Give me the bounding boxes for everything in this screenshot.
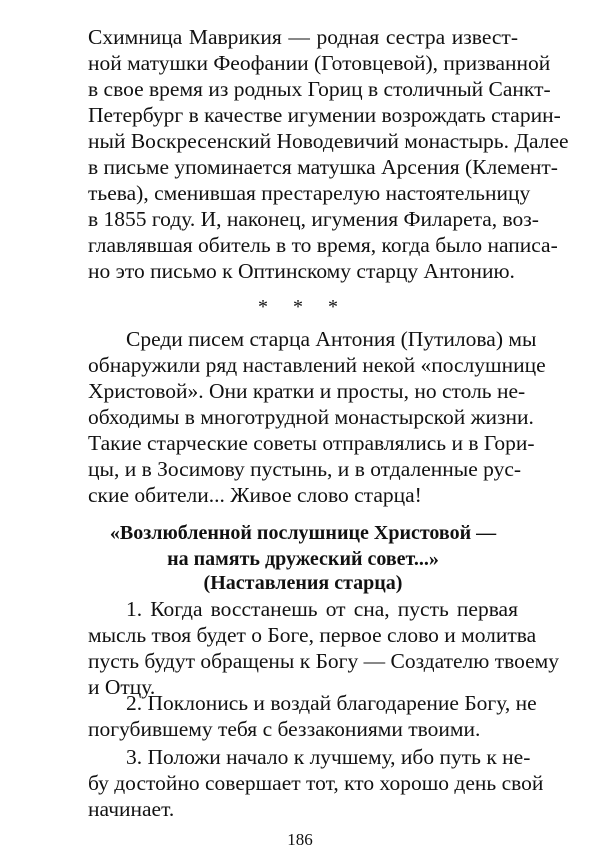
text-line: и Отцу. <box>88 675 156 699</box>
text-line: в свое время из родных Гориц в столичный Санкт- <box>88 77 551 101</box>
text-line: начинает. <box>88 797 175 821</box>
text-line: цы, и в Зосимову пустынь, и в отдаленные рус- <box>88 457 522 481</box>
text-line: ские обители... Живое слово старца! <box>88 483 422 507</box>
text-line: 1. Когда восстанешь от сна, пусть первая <box>126 597 518 621</box>
text-line: пусть будут обращены к Богу — Создателю твоему <box>88 649 560 673</box>
text-line: Такие старческие советы отправлялись и в Гори- <box>88 431 535 455</box>
text-line: но это письмо к Оптинскому старцу Антонию. <box>88 259 515 283</box>
text-line: в письме упоминается матушка Арсения (Клемент- <box>88 155 558 179</box>
heading-line: «Возлюбленной послушнице Христовой — <box>109 522 497 544</box>
text-line: Среди писем старца Антония (Путилова) мы <box>126 327 537 351</box>
text-line: бу достойно совершает тот, кто хорошо день свой <box>88 771 544 795</box>
heading-subtitle: (Наставления старца) <box>203 572 403 594</box>
text-line: обходимы в многотрудной монастырской жизни. <box>88 405 534 429</box>
text-line: главлявшая обитель в то время, когда было написа- <box>88 233 558 257</box>
text-line: ной матушки Феофании (Готовцевой), призванной <box>88 51 551 75</box>
page-number: 186 <box>287 830 313 849</box>
text-line: тьева), сменившая престарелую настоятельницу <box>88 181 531 205</box>
text-line: 3. Положи начало к лучшему, ибо путь к не- <box>126 745 531 769</box>
text-line: Схимница Маврикия — родная сестра извест- <box>88 25 518 49</box>
text-line: обнаружили ряд наставлений некой «послушнице <box>88 353 546 377</box>
text-line: 2. Поклонись и воздай благодарение Богу, не <box>126 691 537 715</box>
section-separator: * * * <box>258 296 348 318</box>
text-line: ный Воскресенский Новодевичий монастырь. Далее <box>88 129 569 153</box>
text-line: погубившему тебя с беззакониями твоими. <box>88 717 481 741</box>
text-line: в 1855 году. И, наконец, игумения Филарета, воз- <box>88 207 539 231</box>
heading-line: на память дружеский совет...» <box>167 548 439 570</box>
text-line: Петербург в качестве игумении возрождать старин- <box>88 103 561 127</box>
text-line: Христовой». Они кратки и просты, но столь не- <box>88 379 526 403</box>
text-line: мысль твоя будет о Боге, первое слово и молитва <box>88 623 537 647</box>
